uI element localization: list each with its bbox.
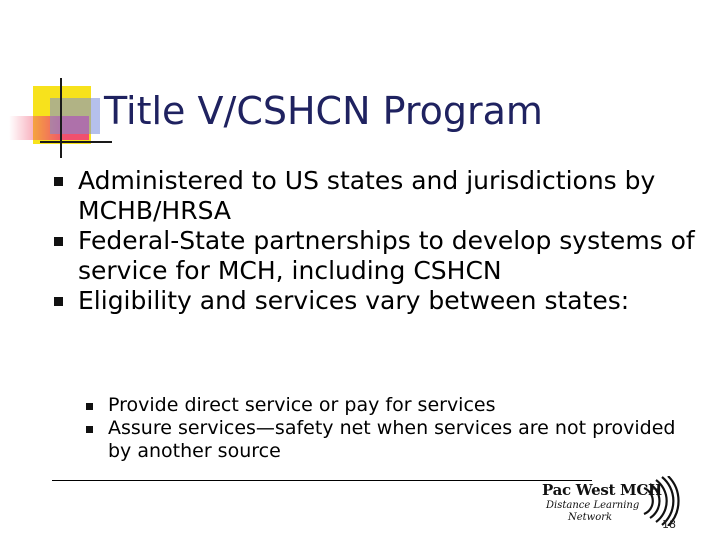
bullet-item	[44, 286, 704, 316]
square-bullet-icon	[54, 297, 63, 306]
sub-bullet-list	[84, 394, 684, 463]
bullet-item	[44, 166, 704, 226]
bullet-text: Administered to US states and jurisdictions by MCHB/HRSA	[78, 166, 656, 225]
page-number: 18	[662, 518, 676, 531]
square-bullet-icon	[54, 177, 63, 186]
bullet-text: Eligibility and services vary between states:	[78, 286, 630, 315]
logo-subtitle-line1: Distance Learning	[546, 500, 640, 511]
square-bullet-icon	[86, 426, 93, 433]
bullet-item	[44, 226, 704, 286]
footer-divider	[52, 480, 592, 481]
bullet-list	[44, 166, 704, 316]
bullet-text: Federal-State partnerships to develop systems of service for MCH, including CSHCN	[78, 226, 695, 285]
logo-subtitle-line2: Network	[568, 512, 613, 523]
sub-bullet-text: Provide direct service or pay for services	[108, 394, 496, 416]
square-bullet-icon	[54, 237, 63, 246]
title-decoration-horizontal-line	[40, 141, 112, 143]
sub-bullet-text: Assure services—safety net when services are not provided by another source	[108, 417, 676, 462]
sub-bullet-item	[84, 417, 684, 463]
square-bullet-icon	[86, 403, 93, 410]
title-decoration-vertical-line	[60, 78, 62, 158]
title-decoration-blue-square	[50, 98, 100, 134]
logo-name: Pac West MCH	[542, 481, 662, 499]
slide-title: Title V/CSHCN Program	[104, 89, 543, 133]
sub-bullet-item	[84, 394, 684, 417]
